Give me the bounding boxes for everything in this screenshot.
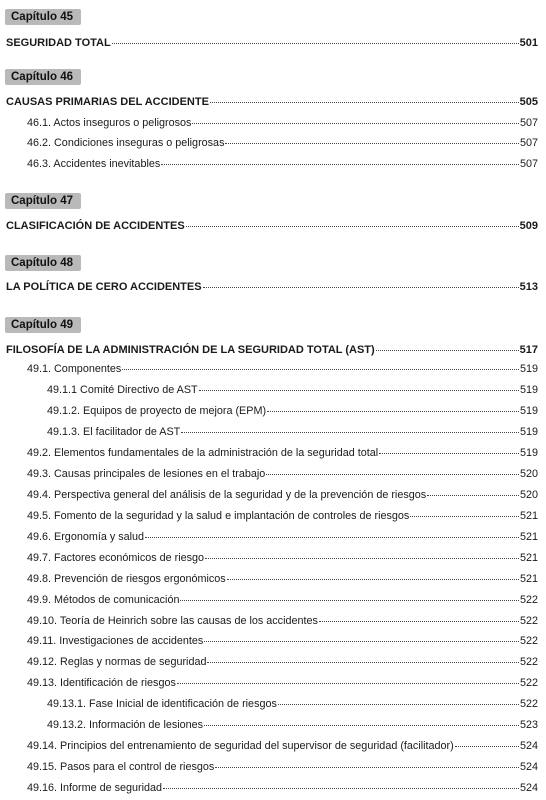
page-number: 522 bbox=[519, 677, 538, 689]
dot-leader bbox=[205, 558, 519, 559]
page-number: 524 bbox=[519, 740, 538, 752]
page-number: 522 bbox=[519, 615, 538, 627]
page-number: 509 bbox=[519, 220, 538, 232]
page-number: 522 bbox=[519, 656, 538, 668]
entry-title: 49.12. Reglas y normas de seguridad bbox=[27, 656, 207, 668]
page-number: 522 bbox=[519, 594, 538, 606]
toc-entry[interactable] bbox=[47, 383, 538, 398]
page-number: 519 bbox=[519, 447, 538, 459]
dot-leader bbox=[204, 641, 519, 642]
dot-leader bbox=[266, 474, 519, 475]
entry-title: 49.14. Principios del entrenamiento de seguridad del supervisor de seguridad (facilitador) bbox=[27, 740, 454, 752]
entry-title: 49.9. Métodos de comunicación bbox=[27, 594, 180, 606]
dot-leader bbox=[207, 662, 519, 663]
page-number: 522 bbox=[519, 635, 538, 647]
toc-entry[interactable] bbox=[6, 219, 538, 234]
page-number: 519 bbox=[519, 384, 538, 396]
page-number: 513 bbox=[519, 281, 538, 293]
toc-entry[interactable] bbox=[27, 781, 538, 796]
toc-entry[interactable] bbox=[27, 593, 538, 608]
dot-leader bbox=[210, 102, 519, 103]
page-number: 519 bbox=[519, 426, 538, 438]
dot-leader bbox=[227, 579, 519, 580]
page-number: 507 bbox=[519, 137, 538, 149]
dot-leader bbox=[177, 683, 519, 684]
page-number: 523 bbox=[519, 719, 538, 731]
chapter-heading: Capítulo 49 bbox=[5, 317, 81, 333]
dot-leader bbox=[410, 516, 519, 517]
page-number: 519 bbox=[519, 405, 538, 417]
toc-entry[interactable] bbox=[27, 157, 538, 172]
dot-leader bbox=[112, 43, 519, 44]
page-number: 507 bbox=[519, 158, 538, 170]
toc-entry[interactable] bbox=[47, 404, 538, 419]
entry-title: 49.4. Perspectiva general del análisis de la seguridad y de la prevención de riesgos bbox=[27, 489, 427, 501]
dot-leader bbox=[427, 495, 519, 496]
dot-leader bbox=[199, 390, 519, 391]
chapter-heading: Capítulo 47 bbox=[5, 193, 81, 209]
dot-leader bbox=[376, 350, 519, 351]
entry-title: 49.7. Factores económicos de riesgo bbox=[27, 552, 205, 564]
page-number: 507 bbox=[519, 117, 538, 129]
dot-leader bbox=[267, 411, 519, 412]
page-number: 501 bbox=[519, 37, 538, 49]
toc-entry[interactable] bbox=[6, 36, 538, 51]
entry-title: 46.1. Actos inseguros o peligrosos bbox=[27, 117, 192, 129]
page-number: 521 bbox=[519, 552, 538, 564]
entry-title: 49.10. Teoría de Heinrich sobre las causas de los accidentes bbox=[27, 615, 318, 627]
dot-leader bbox=[319, 621, 519, 622]
entry-title: 46.3. Accidentes inevitables bbox=[27, 158, 161, 170]
entry-title: 49.13.1. Fase Inicial de identificación de riesgos bbox=[47, 698, 277, 710]
toc-entry[interactable] bbox=[27, 509, 538, 524]
entry-title: 49.8. Prevención de riesgos ergonómicos bbox=[27, 573, 226, 585]
dot-leader bbox=[192, 123, 519, 124]
entry-title: 49.6. Ergonomía y salud bbox=[27, 531, 145, 543]
entry-title: 49.1.3. El facilitador de AST bbox=[47, 426, 181, 438]
entry-title: 49.3. Causas principales de lesiones en el trabajo bbox=[27, 468, 266, 480]
entry-title: 46.2. Condiciones inseguras o peligrosas bbox=[27, 137, 225, 149]
dot-leader bbox=[161, 164, 519, 165]
toc-entry[interactable] bbox=[27, 572, 538, 587]
dot-leader bbox=[145, 537, 519, 538]
page-number: 521 bbox=[519, 510, 538, 522]
toc-entry[interactable] bbox=[27, 362, 538, 377]
entry-title: CLASIFICACIÓN DE ACCIDENTES bbox=[6, 220, 185, 232]
entry-title: 49.1.2. Equipos de proyecto de mejora (EPM) bbox=[47, 405, 267, 417]
dot-leader bbox=[186, 226, 519, 227]
entry-title: 49.1. Componentes bbox=[27, 363, 122, 375]
toc-entry[interactable] bbox=[27, 614, 538, 629]
page-number: 524 bbox=[519, 761, 538, 773]
page-number: 521 bbox=[519, 531, 538, 543]
toc-entry[interactable] bbox=[27, 530, 538, 545]
dot-leader bbox=[379, 453, 519, 454]
chapter-heading: Capítulo 45 bbox=[5, 9, 81, 25]
toc-entry[interactable] bbox=[27, 467, 538, 482]
dot-leader bbox=[278, 704, 519, 705]
toc-entry[interactable] bbox=[27, 760, 538, 775]
entry-title: 49.11. Investigaciones de accidentes bbox=[27, 635, 204, 647]
dot-leader bbox=[122, 369, 519, 370]
dot-leader bbox=[455, 746, 519, 747]
dot-leader bbox=[181, 432, 519, 433]
entry-title: 49.16. Informe de seguridad bbox=[27, 782, 163, 794]
page-number: 520 bbox=[519, 468, 538, 480]
entry-title: SEGURIDAD TOTAL bbox=[6, 37, 111, 49]
dot-leader bbox=[180, 600, 519, 601]
dot-leader bbox=[203, 287, 519, 288]
toc-entry[interactable] bbox=[27, 136, 538, 151]
toc-entry[interactable] bbox=[27, 634, 538, 649]
dot-leader bbox=[225, 143, 519, 144]
entry-title: 49.1.1 Comité Directivo de AST bbox=[47, 384, 198, 396]
page-number: 524 bbox=[519, 782, 538, 794]
entry-title: 49.5. Fomento de la seguridad y la salud e implantación de controles de riesgos bbox=[27, 510, 410, 522]
toc-entry[interactable] bbox=[27, 676, 538, 691]
entry-title: FILOSOFÍA DE LA ADMINISTRACIÓN DE LA SEGURIDAD TOTAL (AST) bbox=[6, 344, 375, 356]
chapter-heading: Capítulo 46 bbox=[5, 69, 81, 85]
page-number: 522 bbox=[519, 698, 538, 710]
toc-entry[interactable] bbox=[47, 697, 538, 712]
toc-entry[interactable] bbox=[27, 446, 538, 461]
page-number: 520 bbox=[519, 489, 538, 501]
toc-entry[interactable] bbox=[6, 280, 538, 295]
toc-entry[interactable] bbox=[47, 718, 538, 733]
page-number: 521 bbox=[519, 573, 538, 585]
toc-entry[interactable] bbox=[47, 425, 538, 440]
toc-entry[interactable] bbox=[27, 655, 538, 670]
dot-leader bbox=[163, 788, 519, 789]
toc-entry[interactable] bbox=[27, 739, 538, 754]
entry-title: 49.2. Elementos fundamentales de la administración de la seguridad total bbox=[27, 447, 379, 459]
entry-title: CAUSAS PRIMARIAS DEL ACCIDENTE bbox=[6, 96, 209, 108]
chapter-heading: Capítulo 48 bbox=[5, 255, 81, 271]
toc-entry[interactable] bbox=[6, 343, 538, 358]
toc-entry[interactable] bbox=[6, 95, 538, 110]
dot-leader bbox=[204, 725, 519, 726]
dot-leader bbox=[215, 767, 519, 768]
toc-entry[interactable] bbox=[27, 551, 538, 566]
page-number: 519 bbox=[519, 363, 538, 375]
page-number: 505 bbox=[519, 96, 538, 108]
entry-title: LA POLÍTICA DE CERO ACCIDENTES bbox=[6, 281, 202, 293]
toc-entry[interactable] bbox=[27, 116, 538, 131]
entry-title: 49.15. Pasos para el control de riesgos bbox=[27, 761, 215, 773]
entry-title: 49.13.2. Información de lesiones bbox=[47, 719, 204, 731]
toc-entry[interactable] bbox=[27, 488, 538, 503]
entry-title: 49.13. Identificación de riesgos bbox=[27, 677, 176, 689]
page-number: 517 bbox=[519, 344, 538, 356]
